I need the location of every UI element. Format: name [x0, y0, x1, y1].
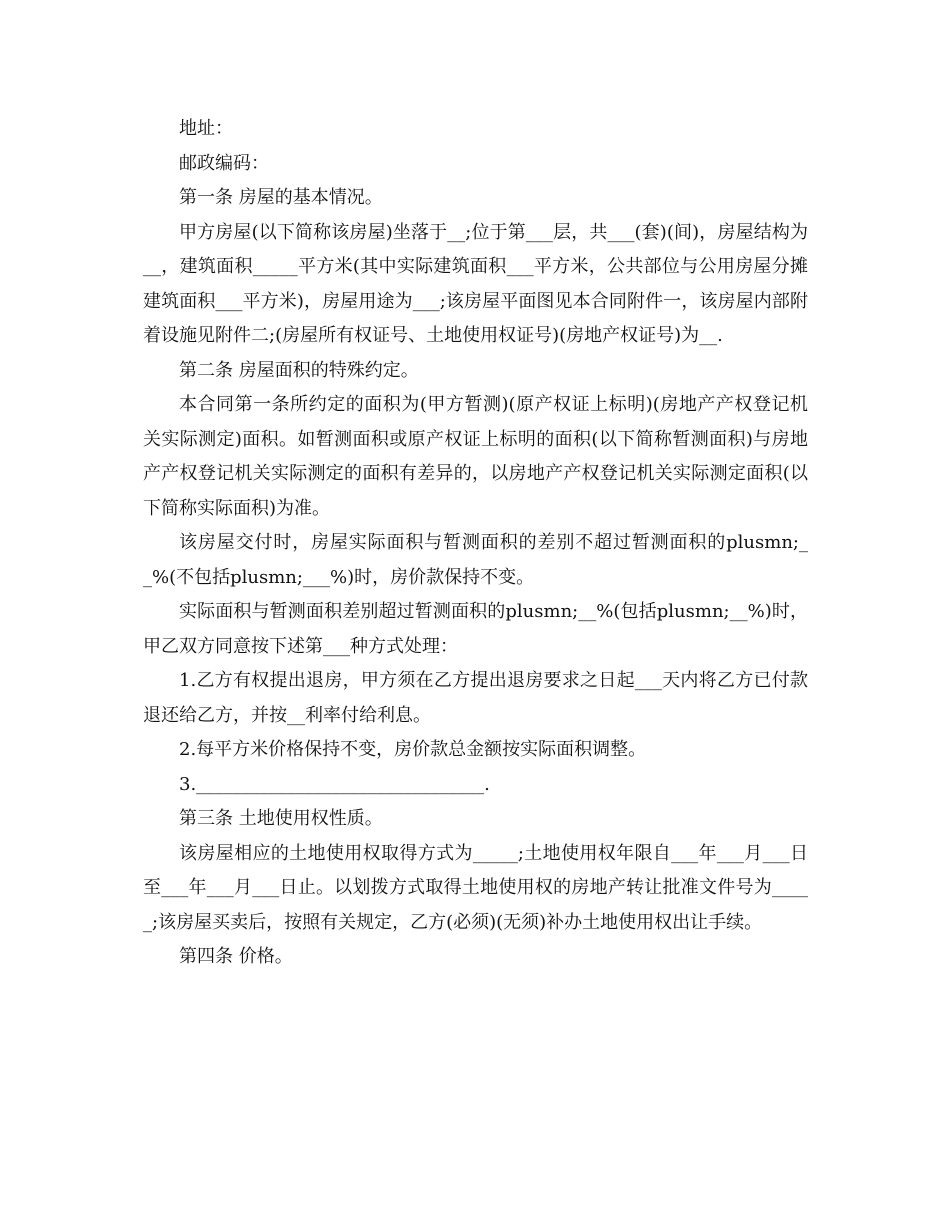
- article-3-heading: 第三条 土地使用权性质。: [179, 808, 383, 829]
- option-2: 2.每平方米价格保持不变，房价款总金额按实际面积调整。: [179, 739, 647, 760]
- article-2-body: 本合同第一条所约定的面积为(甲方暂测)(原产权证上标明)(房地产产权登记机关实际测定)面积。如暂测面积或原产权证上标明的面积(以下简称暂测面积)与房地产产权登记机关实际测定的面积有差异的，以房地产产权登记机关实际测定面积(以下简称实际面积)为准。: [143, 394, 808, 519]
- article-2-heading: 第二条 房屋面积的特殊约定。: [179, 359, 419, 381]
- article-4-heading: 第四条 价格。: [179, 946, 293, 967]
- postal-code-line: 邮政编码：: [179, 152, 269, 174]
- option-1: 1.乙方有权提出退房，甲方须在乙方提出退房要求之日起___天内将乙方已付款退还给乙方，并按__利率付给利息。: [143, 670, 808, 726]
- area-tolerance-clause: 该房屋交付时，房屋实际面积与暂测面积的差别不超过暂测面积的plusmn;__%(不包括plusmn;___%)时，房价款保持不变。: [143, 532, 808, 588]
- document-page: [143, 112, 808, 975]
- article-1-heading: 第一条 房屋的基本情况。: [179, 187, 383, 208]
- article-1-body: 甲方房屋(以下简称该房屋)坐落于__;位于第___层，共___(套)(间)，房屋结构为__，建筑面积_____平方米(其中实际建筑面积___平方米，公共部位与公用房屋分摊建筑面积___平方米)，房屋用途为___;该房屋平面图见本合同附件一，该房屋内部附着设施见附件二;(房屋所有权证号、土地使用权证号)(房地产权证号)为__.: [143, 221, 808, 346]
- area-excess-clause: 实际面积与暂测面积差别超过暂测面积的plusmn;__%(包括plusmn;__%)时，甲乙双方同意按下述第___种方式处理：: [143, 601, 808, 657]
- address-line: 地址：: [179, 118, 233, 139]
- option-3: 3.________________________________.: [179, 773, 490, 795]
- article-3-body: 该房屋相应的土地使用权取得方式为_____;土地使用权年限自___年___月___日至___年___月___日止。以划拨方式取得土地使用权的房地产转让批准文件号为_____;该房屋买卖后，按照有关规定，乙方(必须)(无须)补办土地使用权出让手续。: [143, 842, 808, 933]
